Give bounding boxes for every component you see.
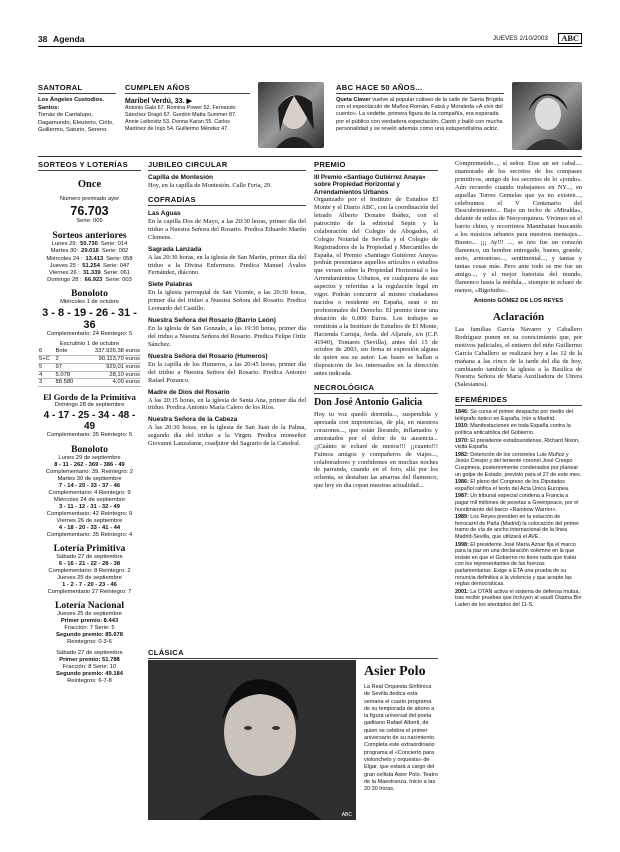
- efemeride-year: 1970:: [455, 437, 469, 444]
- bonoloto-title: Bonoloto: [71, 288, 108, 300]
- bonoloto-numbers: 3 - 8 - 19 - 26 - 31 - 36: [42, 307, 137, 331]
- draw-serie: Serie: 047: [102, 262, 130, 269]
- efemeride-year: 1989:: [455, 514, 469, 521]
- necrologica-text: Hoy tu voz quedó dormida..., suspendida y apresada con impotencias, de pla, en nuestros corazones..., que están llorando, inflamados y amoratados por el dolor de tu ausencia... ¡¡Cuánto te echaré de menos!!! ¡¡cuanto!!! Fuimos amigos y compañeros de viajes..., colaboradores y confidentes en muchas noches de parranda, cuando en el foro, allá por los ochenta, se destaban las amarras del flamenco, que hoy en día copan nuestras actualidad...: [314, 411, 438, 490]
- efemeride-year: 1982:: [455, 451, 469, 458]
- draw-serie: Serie: 061: [103, 270, 130, 276]
- cofradia-text: A las 20:30 horas, en la iglesia de San Martín, primer día del triduo a la Divina Enfermera. Predica Manuel Ávalos Fernández, diácono.: [148, 253, 306, 277]
- clasica-text-box: [364, 664, 438, 793]
- draw-number: 66.923: [84, 277, 103, 284]
- efemeride-year: 1987:: [455, 493, 469, 500]
- draw-number: 50.730: [80, 241, 98, 248]
- previous-draws-list: [38, 241, 141, 284]
- efemeride-item: [455, 438, 582, 451]
- draw-extra: Complementario: 4 Reintegro: 9: [48, 490, 131, 497]
- efemeride-text: El presidente estadounidense, Richard Nixon, visita España.: [455, 437, 580, 451]
- efemerides-list: [455, 409, 582, 608]
- bonoloto-week-list: [38, 455, 141, 539]
- escrutinio-cell: 4,00 euros: [80, 379, 141, 387]
- escrutinio-row: [38, 363, 141, 371]
- cofradias-title: COFRADÍAS: [148, 195, 306, 206]
- cofradia-text: A las 20:15 horas, en la iglesia de Santa Ana, primer día del triduo. Predica Antonio María Calero de los Ríos.: [148, 396, 306, 412]
- previous-draw-row: [38, 248, 141, 255]
- efemeride-item: [455, 589, 582, 609]
- jubileo-text: Hoy, en la capilla de Montesión. Calle Feria, 29.: [148, 182, 272, 189]
- draw-date: Lunes 29 de septiembre: [58, 455, 121, 462]
- birthdays-featured-name: Maribel Verdú, 33.: [125, 98, 185, 105]
- escrutinio-cell: 929,01 euros: [80, 363, 141, 371]
- efemeride-text: El presidente José María Aznar fija el marco para la paz en una declaración solemne en la que insiste en que el Gobierno no tiene nada que tratar con los representantes de las fuerzas parlamentarias. Exige a ETA una prueba de su renuncia definitiva a la violencia y que acepte las reglas democráticas.: [455, 541, 577, 588]
- abc-50-years-box: [336, 83, 504, 133]
- efemeride-text: Un tribunal especial condena a Francia a pagar mil millones de pesetas a Greenpeace, por el hundimiento del barco «Rainbow Warrior».: [455, 493, 579, 513]
- draw-day: Jueves 25 :: [49, 262, 80, 269]
- santoral-text: Tomás de Cantalupo, Dagamundo, Eleuterio, Cirilo, Guillermo, Saturio, Sereno.: [38, 112, 114, 134]
- once-serie: Serie: 005: [76, 217, 103, 224]
- escrutinio-title: Escrutinio 1 de octubre: [59, 340, 120, 347]
- clasica-text: La Real Orquesta Sinfónica de Sevilla dedica esta semana el cuarto programa de su temporada de abono a la figura universal del poeta gaditano Rafael Alberti, de quien se celebra el primer aniversario de su nacimiento. Completa este extraordinario programa el «Concierto para violonchelo y orquesta» de Elgar, que estará a cargo del gran cellista Asier Polo. Teatro de la Maestranza. Inicio a las 20:30 horas.: [364, 684, 438, 793]
- aclaracion-title: Aclaración: [492, 311, 545, 323]
- aclaracion-text: Las familias García Navarro y Caballero Rodríguez ponen en su conocimiento que, por motivos judiciales, el entierro del niño Guillermo García Caballero se realizará hoy a las 12 de la mañana a las cinco de la tarde del día de hoy, cambiando también la iglesia a la Basílica de Nuestra Señora de María Auxiliadora de Utrera (Salesianos).: [455, 326, 582, 389]
- efemeride-text: Los Reyes presiden en la estación de ferrocarril de Parla (Madrid) la colocación del primer tramo de vía de ancho internacional de la línea Madrid-Sevilla, que utilizará el AVE.: [455, 514, 580, 540]
- previous-draw-row: [38, 263, 141, 270]
- efemerides-title: EFEMÉRIDES: [455, 395, 582, 406]
- escrutinio-cell: 6: [38, 348, 55, 355]
- premio-sub: III Premio «Santiago Gutiérrez Anaya» sobre Propiedad Horizontal y Arrendamientos Urbanos: [314, 174, 426, 196]
- bonoloto-date: Miércoles 1 de octubre: [60, 299, 119, 306]
- escrutinio-cell: Bote: [55, 348, 81, 355]
- gordo-extra: Complementario: 35 Reintegro: 5: [46, 431, 133, 438]
- efemeride-text: Manifestaciones en toda España contra la política anticatólica del Gobierno.: [455, 423, 571, 437]
- column-premio: [314, 160, 438, 490]
- necrologica-continued: Compremetido..., sí señor. Eras un ser cabal.... enamorado de los secretos de los compases primitivos, amigo de los secretos de lo «jondo». Aún recuerdo cuando trabajamos en NY..., en aquellas Torres Gemelas que ya no existen..., celebramos el V Centenario del Descubrimiento... Bajo un techo de «Miralda», delante de miles de Neoyorquinos. Vivimos en el barrio chino, y recorrimos Mannhatan buscando a los músicos urbanos para nuestros mensajes... Bueno... ¡¡¡ Ay!!! ..., se nos fue un corazón flamenco, un hombre entregado, bueno, grande, serio, armonioso..., sentimental..., y tantas y tantas cosas más. Pero ante todo se me fue un amigo..., y el mejor baterista del mundo, flamenco hasta la médula... siempre te echaré de menos, «Bigotudo»..: [455, 160, 582, 294]
- portrait-image: [258, 82, 324, 148]
- escrutinio-table: [38, 348, 141, 387]
- draw-line: Primer premio: 51.788: [59, 657, 120, 664]
- draw-numbers: 3 - 11 - 12 - 31 - 32 - 49: [59, 504, 120, 511]
- nacional-title: Lotería Nacional: [54, 600, 124, 612]
- draw-line: Fracción: 7 Serie: 5: [64, 625, 115, 632]
- once-number: 76.703: [70, 203, 109, 218]
- abc-50-lead: Queta Claver: [336, 97, 371, 103]
- draw-extra: Complementario: 35 Reintegro: 4: [46, 532, 133, 539]
- abc-50-body: vuelve al popular coliseo de la calle de Santa Brígida con el espectáculo de Muñoz Román, Faixá y Moraleda «A vivir del cuento». La vedette, primera figura de la compañía, era esperada por el público con verdadera expectación. Cantó y bailó con mucha personalidad y se reveló además como una estupendísima actriz.: [336, 97, 504, 132]
- spacer: [38, 685, 141, 689]
- escrutinio-cell: 3: [38, 379, 55, 387]
- once-title: Once: [77, 179, 102, 190]
- efemeride-item: [455, 542, 582, 588]
- escrutinio-row: [38, 379, 141, 387]
- draw-numbers: 4 - 18 - 20 - 33 - 41 - 44: [58, 525, 121, 532]
- abc-50-text: [336, 97, 504, 133]
- page-header: [38, 34, 582, 47]
- draw-number: 13.413: [85, 255, 104, 262]
- birthdays-text: Antonio Gala 67. Romina Power 52. Fernando Sánchez Dragó 67. Gordon Matta Summer 87. Annie Leibovitz 53. Donna Karan 55. Carlos Martínez de Irujo 54. Guillermo Méndez 47.: [125, 105, 237, 132]
- draw-extra: Complementario 27 Reintegro: 7: [47, 589, 132, 596]
- previous-draws-title: Sorteos anteriores: [52, 230, 127, 242]
- draw-date: Viernes 26 de septiembre: [56, 518, 123, 525]
- cofradia-name: Nuestra Señora de la Cabeza: [148, 416, 238, 424]
- santoral-box: [38, 83, 116, 135]
- brand-logo: ABC: [558, 33, 582, 44]
- clasica-title: CLÁSICA: [148, 648, 438, 659]
- escrutinio-row: [38, 371, 141, 379]
- previous-draw-row: [38, 241, 141, 248]
- escrutinio-cell: 5.078: [55, 371, 81, 379]
- draw-extra: Complementario: 8 Reintegro: 2: [48, 568, 131, 575]
- efemeride-item: [455, 493, 582, 513]
- cofradia-name: Las Aguas: [148, 209, 181, 217]
- draw-numbers: 7 - 14 - 20 - 33 - 37 - 46: [58, 483, 121, 490]
- draw-day: Domingo 28 :: [47, 277, 82, 284]
- draw-number: 29.016: [81, 248, 99, 255]
- necrologica-title: NECROLÓGICA: [314, 383, 438, 394]
- efemeride-text: El pleno del Congreso de los Diputados español ratifica el texto del Acta Única Europea.: [455, 479, 570, 492]
- previous-draw-row: [38, 277, 141, 284]
- issue-date: JUEVES 2/10/2003: [492, 35, 548, 42]
- draw-line: Fracción: 8 Serie: 10: [62, 664, 117, 671]
- cofradia-name: Nuestra Señora del Rosario (Barrio León): [148, 317, 276, 325]
- cofradia-text: En la iglesia de San Gonzalo, a las 19:30 horas, primer día del triduo a Nuestra Señora del Rosario. Predica Felipe Ortiz Sánchez.: [148, 325, 306, 348]
- jubileo-title: JUBILEO CIRCULAR: [148, 160, 306, 171]
- escrutinio-row: [38, 355, 141, 363]
- cofradia-name: Madre de Dios del Rosario: [148, 388, 230, 396]
- premio-text: Organizado por el Instituto de Estudios El Monte y el Diario ABC, con la coordinación del letrado Alberto Donaire Ibáñez, con el patrocinio de la editorial Sepin y la colaboración del Colegio de Abogados, el Colegio Notarial de Sevilla y el Colegio de Registradores de la Propiedad y Mercantiles de España, el Premio «Santiago Gutiérrez Anaya» podrán presentarse aquellos artículos o estudios que versen sobre la Propiedad Horizontal o los Arrendamientos Urbanos, en cualquiera de sus aspectos y referidas a la regulación legal en vigor. Podrán concurrir al mismo ciudadanos nacidos o residente en España, sean o no profesionales del Derecho. El premio tiene una dotación de 6.000 Euros. Los trabajos se remitirán a la Instituto de Estudios de El Monte, Hacienda Cartuja, Avda. del Aljarafe, s/n (C.P. 41940), Tomares (Sevilla), antes del 15 de octubre de 2003, sin firma ni expresión alguna de quien sea su autor. Las bases se hallan a disposición de los interesados en la dirección antes indicada.: [314, 196, 438, 378]
- draw-line: Segundo premio: 49.184: [55, 671, 123, 678]
- gordo-date: Domingo 28 de septiembre: [54, 402, 125, 409]
- santoral-title: SANTORAL: [38, 83, 116, 94]
- portrait-image: [512, 82, 582, 150]
- efemeride-item: [455, 479, 582, 492]
- draw-numbers: 8 - 11 - 262 - 369 - 386 - 49: [54, 462, 125, 469]
- birthdays-featured: [125, 97, 250, 105]
- draw-numbers: 1 - 2 - 7 - 20 - 23 - 46: [62, 582, 117, 589]
- efemeride-year: 1998:: [455, 541, 469, 548]
- gordo-title: El Gordo de la Primitiva: [43, 392, 136, 403]
- escrutinio-cell: 97: [55, 363, 81, 371]
- escrutinio-cell: 337.926,38 euros: [80, 348, 141, 355]
- necrologica-name: Don José Antonio Galicia: [314, 397, 423, 409]
- column-right: [455, 160, 582, 609]
- lottery-column: [38, 160, 141, 689]
- escrutinio-cell: 5: [38, 363, 55, 371]
- escrutinio-cell: 88.580: [55, 379, 81, 387]
- queta-claver-photo: [512, 82, 582, 150]
- cofradia-name: Nuestra Señora del Rosario (Humeros): [148, 352, 268, 360]
- maribel-verdu-photo: [258, 82, 324, 148]
- draw-line: Reintegros: 0-3-6: [67, 639, 112, 646]
- cofradia-text: A las 20:30 horas, en la iglesia de San Juan de la Palma, segundo día del triduo a la Virgen. Predica monseñor Giovanni Lanzafame, coadjutor del Sagrario de la Catedral.: [148, 424, 306, 448]
- efemeride-item: [455, 409, 582, 422]
- cofradia-text: En la capilla Dos de Mayo, a las 20:30 horas, primer día del triduo a Nuestra Señora del Rosario. Predica Eduardo Martín Clemens.: [148, 217, 306, 241]
- photo-credit: ABC: [341, 812, 352, 818]
- gordo-numbers: 4 - 17 - 25 - 34 - 48 - 49: [43, 409, 136, 432]
- necrologica-signature: Antonio GÓMEZ DE LOS REYES: [473, 298, 564, 305]
- draw-day: Viernes 26 :: [48, 270, 80, 276]
- top-divider: [38, 156, 582, 157]
- previous-draw-row: [38, 256, 141, 263]
- draw-date: Martes 30 de septiembre: [57, 476, 122, 483]
- efemeride-item: [455, 514, 582, 540]
- birthdays-box: [125, 83, 250, 133]
- draw-extra: Complementario: 42 Reintegro: 9: [46, 511, 133, 518]
- cofradia-text: En la capilla de los Humeros, a las 20:45 horas, primer día del triduo a Nuestra Señora del Rosario. Predica Antonio Rafael Pozanco.: [148, 360, 306, 384]
- birthdays-title: CUMPLEN AÑOS: [125, 83, 250, 94]
- escrutinio-row: [38, 348, 141, 355]
- cofradia-text: En la iglesia parroquial de San Vicente, a las 20:30 horas, primer día del triduo a Nuestra Señora del Rosario. Predica Leonardo del Castillo.: [148, 289, 306, 313]
- draw-number: 51.254: [82, 262, 100, 269]
- draw-date: Miércoles 24 de septiembre: [53, 497, 126, 504]
- escrutinio-cell: 90.113,70 euros: [80, 355, 141, 363]
- draw-serie: Serie: 058: [106, 255, 133, 262]
- efemeride-year: 2001:: [455, 588, 469, 595]
- draw-date: Sábado 27 de septiembre: [56, 650, 123, 657]
- cofradias-list: [148, 210, 306, 448]
- draw-date: Sábado 27 de septiembre: [56, 554, 123, 561]
- draw-serie: Serie: 002: [101, 248, 129, 255]
- draw-extra: Complementario: 39. Reintegro: 2: [46, 469, 133, 476]
- section-name: Agenda: [53, 34, 85, 44]
- draw-day: Martes 30:: [50, 248, 79, 255]
- efemeride-item: [455, 452, 582, 478]
- primitiva-list: [38, 554, 141, 596]
- escrutinio-cell: 28,10 euros: [80, 371, 141, 379]
- bonoloto-extra: Complementario: 24 Reintegro: 5: [46, 331, 133, 337]
- efemeride-year: 1846:: [455, 409, 469, 416]
- draw-day: Lunes 29:: [51, 241, 78, 248]
- asier-polo-photo: [148, 660, 356, 820]
- escrutinio-cell: 5+C: [38, 355, 55, 363]
- draw-date: Jueves 25 de septiembre: [57, 611, 122, 618]
- previous-draw-row: [38, 270, 141, 277]
- cofradia-name: Sagrada Lanzada: [148, 245, 202, 253]
- efemeride-text: Detención de los coroneles Luis Muñoz y Jesús Crespo y del teniente coronel José Crespo Cuspinera, posteriormente condenados por planear un golpe de Estado, previsto para el 27 de este mes.: [455, 451, 582, 478]
- draw-serie: Serie: 014: [100, 241, 128, 248]
- efemeride-year: 1986:: [455, 479, 469, 486]
- santoral-heading: Los Ángeles Custodios. Santos:: [38, 97, 105, 111]
- jubileo-sub: Capilla de Montesión: [148, 174, 214, 181]
- draw-number: 31.339: [82, 270, 101, 276]
- draw-date: Jueves 25 de septiembre: [57, 575, 122, 582]
- efemeride-item: [455, 423, 582, 436]
- column-religious: [148, 160, 306, 448]
- draw-day: Miércoles 24 :: [46, 255, 83, 262]
- nacional-list: [38, 611, 141, 689]
- draw-numbers: 6 - 16 - 21 - 22 - 28 - 38: [58, 561, 121, 568]
- draw-serie: Serie: 003: [105, 277, 132, 284]
- draw-line: Reintegros: 6-7-8: [67, 678, 112, 685]
- portrait-image: [148, 660, 356, 820]
- premio-title: PREMIO: [314, 160, 438, 171]
- bonoloto-week-title: Bonoloto: [71, 444, 108, 456]
- primitiva-title: Lotería Primitiva: [53, 543, 126, 555]
- efemeride-text: La OTAN activa el sistema de defensa mutua, tras recibir pruebas que incluyen al saudí Osama Bin Laden de los atentados del 11-S.: [455, 588, 582, 608]
- efemeride-text: Se cursa el primer despacho por medio del telégrafo óptico en España, Irún a Madrid.: [455, 409, 574, 422]
- lottery-title: SORTEOS Y LOTERÍAS: [38, 160, 141, 171]
- clasica-name: Asier Polo: [364, 664, 426, 679]
- draw-line: Segundo premio: 85.678: [55, 632, 123, 639]
- once-label: Número premiado ayer: [59, 196, 120, 202]
- escrutinio-cell: 2: [55, 355, 81, 363]
- draw-line: Primer premio: 8.443: [60, 618, 119, 625]
- arrow-right-icon: ▶: [186, 98, 192, 105]
- abc-50-title: ABC HACE 50 AÑOS...: [336, 83, 504, 94]
- efemeride-year: 1910:: [455, 423, 469, 430]
- escrutinio-cell: 4: [38, 371, 55, 379]
- cofradia-name: Siete Palabras: [148, 281, 193, 289]
- page-number: 38: [38, 34, 48, 44]
